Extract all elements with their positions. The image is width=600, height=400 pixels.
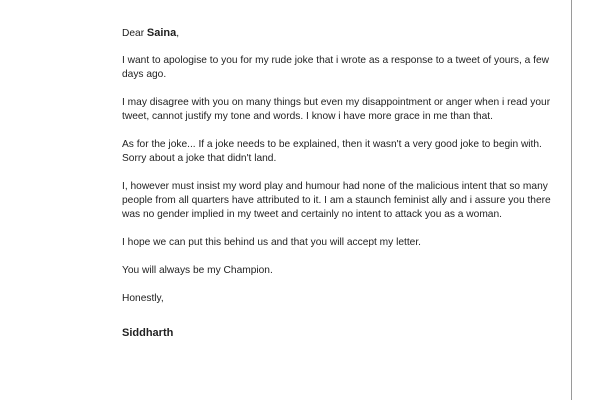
signature: Siddharth [122, 327, 174, 339]
paragraph-intent: I, however must insist my word play and humour had none of the malicious intent that so many people from all quarters have attributed to it. I am a staunch feminist ally and i assure you there was no gender implied in my tweet and certainly no intent to attack you as a woman. [122, 181, 551, 220]
paragraph-apology: I want to apologise to you for my rude joke that i wrote as a response to a tweet of yours, a few days ago. [122, 55, 549, 80]
paragraph-hope: I hope we can put this behind us and that you will accept my letter. [122, 237, 422, 248]
salutation [122, 26, 562, 41]
greeting-suffix: , [176, 28, 180, 39]
greeting-prefix: Dear [122, 28, 147, 39]
recipient-name: Saina [146, 27, 177, 39]
paragraph-champion: You will always be my Champion. [122, 265, 273, 276]
page-edge-divider [571, 0, 572, 400]
closing: Honestly, [122, 293, 164, 304]
paragraph-disagree: I may disagree with you on many things but even my disappointment or anger when i read your tweet, cannot justify my tone and words. I know i have more grace in me than that. [122, 97, 551, 122]
apology-letter [122, 26, 562, 340]
paragraph-joke: As for the joke... If a joke needs to be explained, then it wasn't a very good joke to begin with. Sorry about a joke that didn't land. [122, 139, 542, 164]
